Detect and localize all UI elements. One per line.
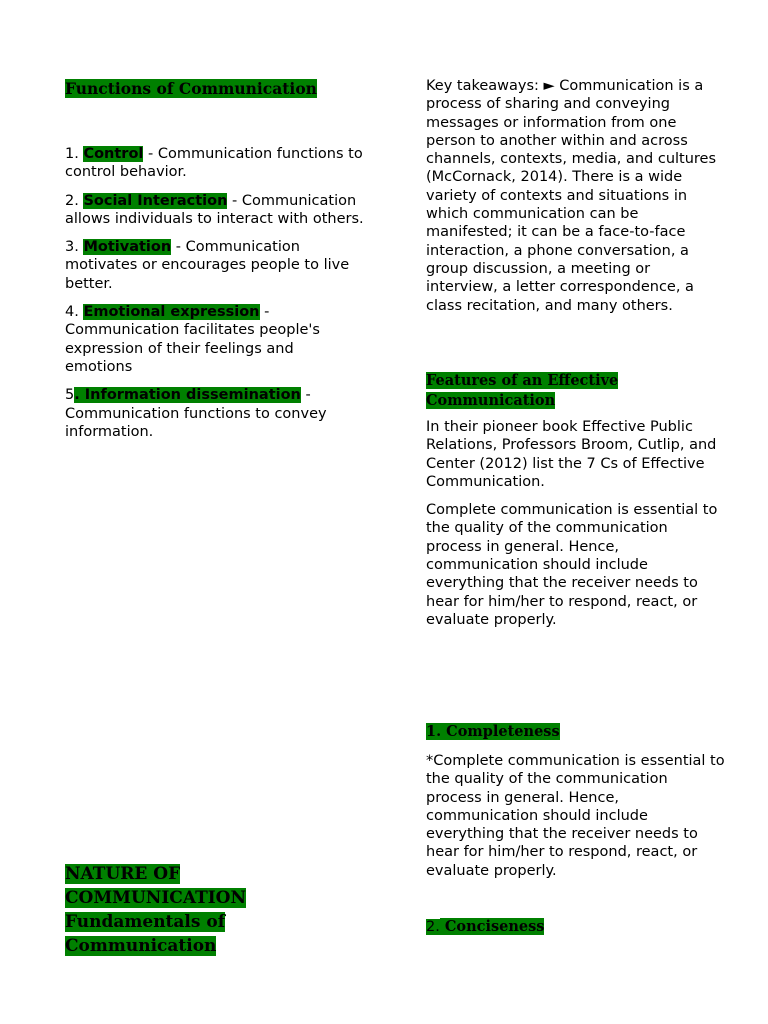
item-number: 5	[65, 387, 75, 404]
complete-paragraph: Complete communication is essential to the quality of the communication process in general. Hence, communication should include everything that the receiver needs to hear for him/her to respond, react, or evaluate properly.	[426, 502, 718, 628]
pioneer-paragraph: In their pioneer book Effective Public Relations, Professors Broom, Cutlip, and Center (2012) list the 7 Cs of Effective Communication.	[426, 419, 717, 490]
completeness-body	[426, 752, 726, 880]
functions-list	[65, 145, 365, 451]
fundamentals-line-2: Communication	[65, 936, 217, 956]
key-takeaways-block	[426, 77, 726, 315]
nature-heading	[65, 862, 365, 958]
item-description: - Communication facilitates people's expression of their feelings and emotions	[65, 304, 320, 375]
item-number: 3.	[65, 239, 84, 256]
item-term: Motivation	[83, 239, 172, 256]
item-term: Social Interaction	[83, 192, 228, 209]
item-description: - Communication allows individuals to interact with others.	[65, 192, 364, 227]
features-heading-line-2: Communication	[426, 392, 556, 409]
completeness-heading: 1. Completeness	[426, 723, 560, 740]
nature-line-1: NATURE OF	[65, 864, 181, 884]
list-item	[65, 303, 365, 376]
item-number: 2.	[65, 192, 84, 209]
item-description: - Communication functions to convey information.	[65, 387, 327, 440]
functions-title-block	[65, 78, 365, 100]
fundamentals-line-1: Fundamentals of	[65, 912, 226, 932]
list-item	[65, 192, 365, 229]
conciseness-heading-block	[426, 918, 726, 936]
conciseness-number: 2.	[426, 919, 440, 935]
item-number: 4.	[65, 304, 84, 321]
completeness-paragraph: *Complete communication is essential to the quality of the communication process in general. Hence, communication should include everything that the receiver needs to hear for him/her to respond, react, or evaluate properly.	[426, 753, 725, 879]
features-heading-line-1: Features of an Effective	[426, 372, 619, 389]
item-number: 1.	[65, 146, 84, 162]
item-description: - Communication functions to control behavior.	[65, 146, 363, 181]
list-item	[65, 238, 365, 293]
features-body	[426, 418, 726, 639]
completeness-heading-block	[426, 723, 726, 741]
conciseness-heading: Conciseness	[439, 918, 545, 935]
key-takeaways-text: Key takeaways: ► Communication is a process of sharing and conveying messages or information from one person to another within and across channels, contexts, media, and cultures (McCornack, 2014). There is a wide variety of contexts and situations in which communication can be manifested; it can be a face-to-face interaction, a phone conversation, a group discussion, a meeting or interview, a letter correspondence, a class recitation, and many others.	[426, 78, 717, 314]
item-term: Emotional expression	[83, 304, 260, 321]
nature-line-2: COMMUNICATION	[65, 888, 247, 908]
list-item	[65, 386, 365, 441]
functions-title: Functions of Communication	[65, 79, 317, 98]
list-item	[65, 145, 365, 182]
item-description: - Communication motivates or encourages people to live better.	[65, 239, 350, 292]
item-term: Control	[83, 146, 144, 162]
item-term: . Information dissemination	[74, 387, 301, 404]
features-heading	[426, 371, 726, 411]
